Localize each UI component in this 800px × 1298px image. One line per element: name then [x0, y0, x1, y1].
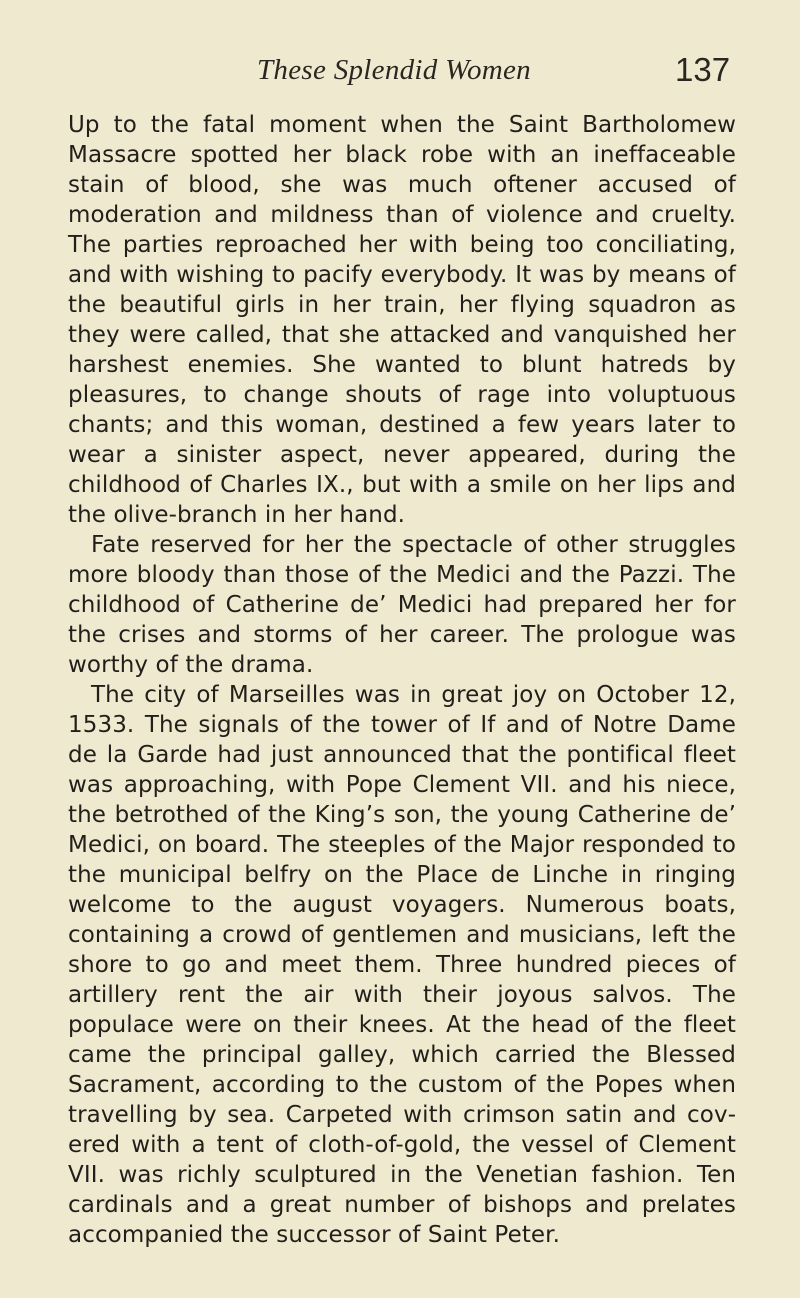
page-number: 137 — [675, 51, 731, 88]
body-text — [68, 110, 736, 1250]
paragraph: The city of Marseilles was in great joy on October 12, 1533. The signals of the tower of If and of Notre Dame de la Garde had just announced that the pontifical fleet was approaching, with Pope Clement VII. and his niece, the betrothed of the King’s son, the young Catherine de’ Medici, on board. The steeples of the Major responded to the municipal belfry on the Place de Linche in ringing welcome to the august voyagers. Numerous boats, containing a crowd of gentlemen and musicians, left the shore to go and meet them. Three hundred pieces of artillery rent the air with their joyous salvos. The populace were on their knees. At the head of the fleet came the principal galley, which carried the Blessed Sacrament, according to the custom of the Popes when travelling by sea. Carpeted with crimson satin and covered with a tent of cloth-of-gold, the vessel of Clement VII. was richly sculptured in the Venetian fashion. Ten cardinals and a great number of bishops and prelates accompanied the successor of Saint Peter. — [68, 682, 736, 1248]
paragraph: Up to the fatal moment when the Saint Bartholomew Massacre spotted her black robe with an ineffaceable stain of blood, she was much oftener accused of moderation and mildness than of violence and cruelty. The parties reproached her with being too conciliating, and with wishing to pacify everybody. It was by means of the beautiful girls in her train, her flying squadron as they were called, that she attacked and vanquished her harshest enemies. She wanted to blunt hatreds by pleasures, to change shouts of rage into voluptuous chants; and this woman, destined a few years later to wear a sinister aspect, never appeared, during the childhood of Charles IX., but with a smile on her lips and the olive-branch in her hand. — [68, 112, 736, 528]
paragraph: Fate reserved for her the spectacle of other struggles more bloody than those of the Medici and the Pazzi. The childhood of Catherine de’ Medici had prepared her for the crises and storms of her career. The prologue was worthy of the drama. — [68, 532, 736, 678]
running-head — [0, 51, 800, 100]
running-title: These Splendid Women — [257, 54, 531, 86]
